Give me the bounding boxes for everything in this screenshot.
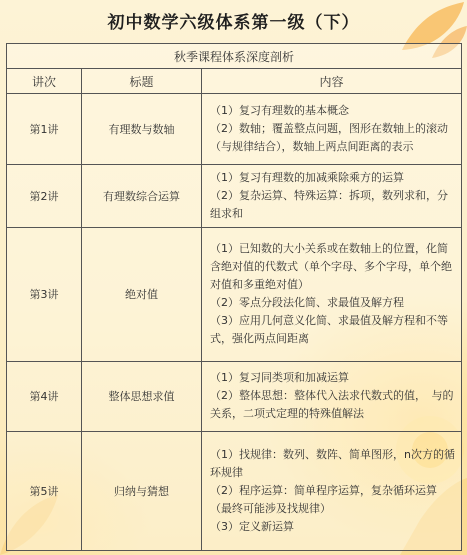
curriculum-table-container — [6, 43, 461, 551]
content-cell — [202, 94, 462, 165]
table-row — [7, 94, 462, 165]
topic-cell: 有理数与数轴 — [82, 94, 202, 165]
content-cell — [202, 432, 462, 551]
table-row — [7, 432, 462, 551]
header-topic: 标题 — [82, 69, 202, 94]
lecture-cell: 第3讲 — [7, 228, 82, 361]
content-cell — [202, 228, 462, 361]
content-line: （2）程序运算：简单程序运算，复杂循环运算（最终可能涉及找规律） — [210, 484, 437, 516]
table-header-row — [7, 69, 462, 94]
content-cell — [202, 164, 462, 228]
content-line: （1）复习有理数的加减乘除乘方的运算 — [210, 171, 404, 185]
content-line: （3）定义新运算 — [210, 520, 294, 534]
curriculum-table — [6, 43, 462, 551]
header-lecture: 讲次 — [7, 69, 82, 94]
content-line: （1）复习同类项和加减运算 — [210, 371, 349, 385]
content-line: （2）零点分段法化简、求最值及解方程 — [210, 296, 404, 310]
lecture-cell: 第5讲 — [7, 432, 82, 551]
header-content: 内容 — [202, 69, 462, 94]
content-line: （1）已知数的大小关系或在数轴上的位置，化简含绝对值的代数式（单个字母、多个字母，单个绝对值和多重绝对值） — [210, 242, 452, 292]
content-line: （2）整体思想：整体代入法求代数式的值， 与的关系，二项式定理的特殊值解法 — [210, 389, 454, 421]
content-line: （1）找规律：数列、数阵、简单图形，n次方的循环规律 — [210, 448, 455, 480]
content-line: （1）复习有理数的基本概念 — [210, 103, 349, 117]
lecture-cell: 第4讲 — [7, 361, 82, 432]
table-caption: 秋季课程体系深度剖析 — [7, 44, 462, 69]
topic-cell: 归纳与猜想 — [82, 432, 202, 551]
table-row — [7, 361, 462, 432]
table-row — [7, 228, 462, 361]
content-line: （3）应用几何意义化简、求最值及解方程和不等式，强化两点间距离 — [210, 314, 448, 346]
table-caption-row — [7, 44, 462, 69]
topic-cell: 有理数综合运算 — [82, 164, 202, 228]
lecture-cell: 第1讲 — [7, 94, 82, 165]
topic-cell: 绝对值 — [82, 228, 202, 361]
lecture-cell: 第2讲 — [7, 164, 82, 228]
content-cell — [202, 361, 462, 432]
content-line: （2）复杂运算、特殊运算：拆项，数列求和，分组求和 — [210, 189, 448, 221]
content-line: （2）数轴；覆盖整点问题，图形在数轴上的滚动（与规律结合），数轴上两点间距离的表示 — [210, 121, 448, 153]
topic-cell: 整体思想求值 — [82, 361, 202, 432]
table-row — [7, 164, 462, 228]
page-title: 初中数学六级体系第一级（下） — [107, 13, 360, 33]
